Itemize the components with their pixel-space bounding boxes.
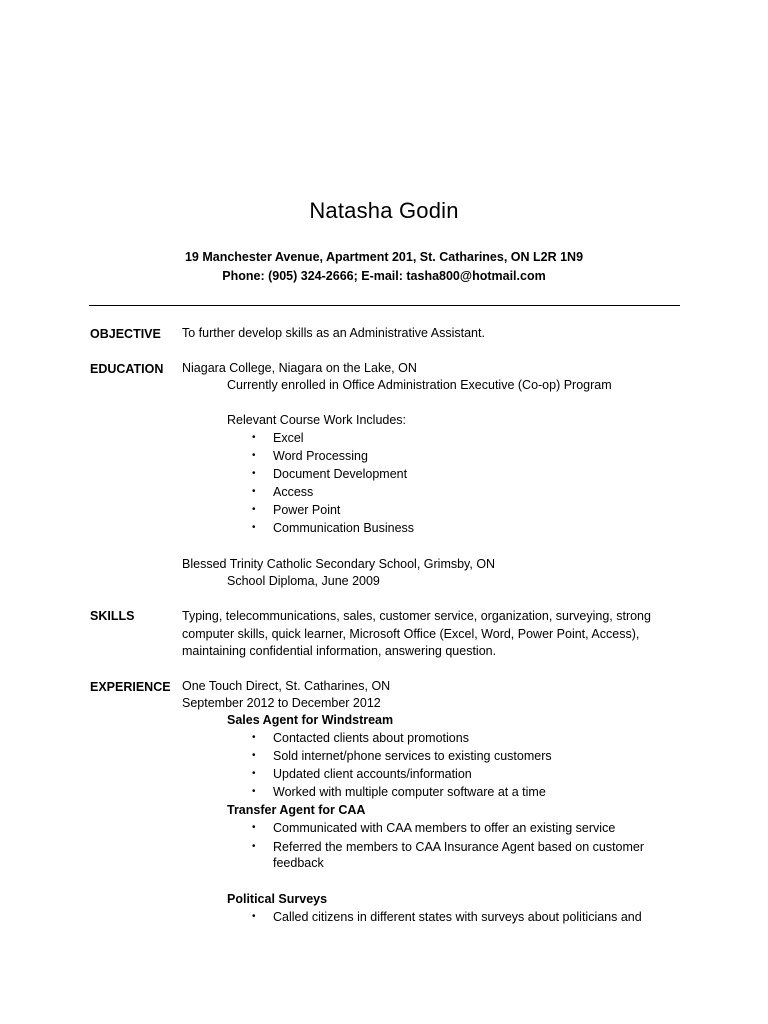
objective-label: OBJECTIVE bbox=[90, 327, 161, 341]
duty-item: Sold internet/phone services to existing customers bbox=[273, 749, 552, 763]
coursework-heading: Relevant Course Work Includes: bbox=[227, 413, 407, 427]
course-item: Communication Business bbox=[273, 521, 415, 535]
bullet-icon: • bbox=[252, 432, 256, 443]
experience-label: EXPERIENCE bbox=[90, 680, 171, 694]
duty-item: Communicated with CAA members to offer an existing service bbox=[273, 821, 616, 835]
course-item: Access bbox=[273, 485, 314, 499]
duty-item: Referred the members to CAA Insurance Agent based on customer bbox=[273, 840, 645, 854]
bullet-icon: • bbox=[252, 768, 256, 779]
role-title: Political Surveys bbox=[227, 892, 328, 906]
course-item: Power Point bbox=[273, 503, 341, 517]
duty-item-continued: feedback bbox=[273, 856, 324, 870]
resume-name: Natasha Godin bbox=[309, 198, 459, 223]
role-title: Sales Agent for Windstream bbox=[227, 713, 394, 727]
duty-item: Worked with multiple computer software at a time bbox=[273, 785, 546, 799]
skills-line: maintaining confidential information, answering question. bbox=[182, 644, 497, 658]
duty-item: Updated client accounts/information bbox=[273, 767, 472, 781]
role-title: Transfer Agent for CAA bbox=[227, 803, 366, 817]
employer-line: One Touch Direct, St. Catharines, ON bbox=[182, 679, 391, 693]
course-item: Document Development bbox=[273, 467, 408, 481]
bullet-icon: • bbox=[252, 486, 256, 497]
bullet-icon: • bbox=[252, 732, 256, 743]
college-line: Niagara College, Niagara on the Lake, ON bbox=[182, 361, 417, 375]
bullet-icon: • bbox=[252, 750, 256, 761]
duty-item: Called citizens in different states with surveys about politicians and bbox=[273, 910, 642, 924]
course-item: Excel bbox=[273, 431, 304, 445]
bullet-icon: • bbox=[252, 450, 256, 461]
bullet-icon: • bbox=[252, 504, 256, 515]
contact-block bbox=[0, 248, 768, 286]
bullet-icon: • bbox=[252, 468, 256, 479]
skills-line: Typing, telecommunications, sales, customer service, organization, surveying, strong bbox=[182, 609, 651, 623]
bullet-icon: • bbox=[252, 822, 256, 833]
bullet-icon: • bbox=[252, 786, 256, 797]
bullet-icon: • bbox=[252, 522, 256, 533]
high-school-line: Blessed Trinity Catholic Secondary School, Grimsby, ON bbox=[182, 557, 496, 571]
course-item: Word Processing bbox=[273, 449, 368, 463]
phone-email-line: Phone: (905) 324-2666; E-mail: tasha800@hotmail.com bbox=[222, 269, 546, 283]
education-label: EDUCATION bbox=[90, 362, 164, 376]
duty-item: Contacted clients about promotions bbox=[273, 731, 469, 745]
header-divider bbox=[89, 305, 680, 306]
program-line: Currently enrolled in Office Administration Executive (Co-op) Program bbox=[227, 378, 612, 392]
skills-line: computer skills, quick learner, Microsoft Office (Excel, Word, Power Point, Access), bbox=[182, 627, 640, 641]
dates-line: September 2012 to December 2012 bbox=[182, 696, 381, 710]
address-line: 19 Manchester Avenue, Apartment 201, St. Catharines, ON L2R 1N9 bbox=[184, 250, 584, 264]
diploma-line: School Diploma, June 2009 bbox=[227, 574, 380, 588]
skills-label: SKILLS bbox=[90, 609, 135, 623]
bullet-icon: • bbox=[252, 841, 256, 852]
bullet-icon: • bbox=[252, 911, 256, 922]
objective-text: To further develop skills as an Administrative Assistant. bbox=[182, 326, 485, 340]
